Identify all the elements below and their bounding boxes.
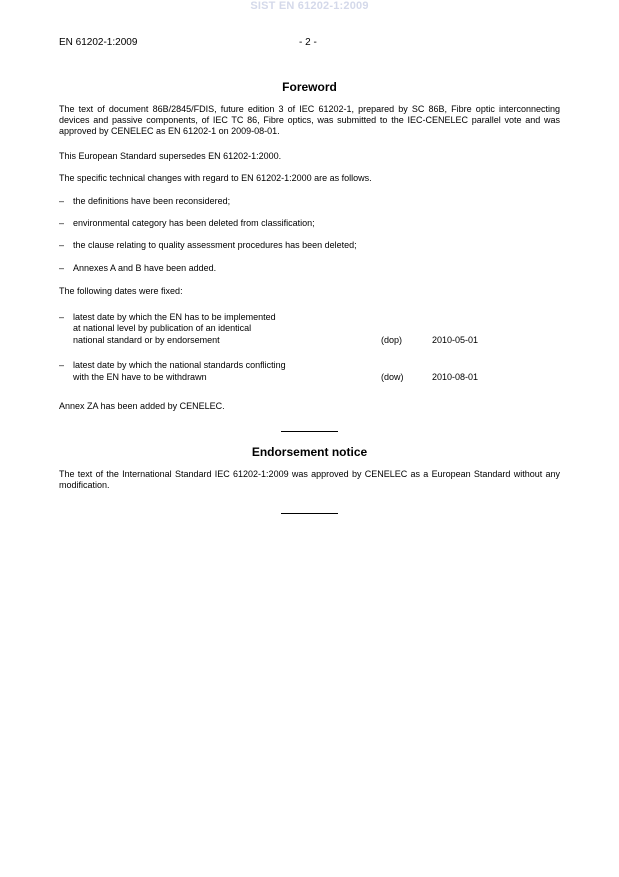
dash-icon: –	[59, 312, 65, 322]
change-item-text: the clause relating to quality assessment procedures has been deleted;	[73, 240, 357, 250]
foreword-heading: Foreword	[282, 80, 337, 94]
date-item-line: latest date by which the EN has to be implemented	[73, 312, 276, 322]
dow-date: 2010-08-01	[432, 372, 479, 382]
endorsement-paragraph: The text of the International Standard IEC 61202-1:2009 was approved by CENELEC as a European Standard without any modification.	[59, 469, 560, 490]
dop-date: 2010-05-01	[432, 335, 479, 345]
date-item-line: latest date by which the national standards conflicting	[73, 360, 286, 370]
endorsement-heading: Endorsement notice	[251, 445, 368, 459]
annex-note: Annex ZA has been added by CENELEC.	[59, 401, 225, 411]
dates-intro: The following dates were fixed:	[59, 286, 183, 296]
dash-icon: –	[59, 218, 65, 228]
supersedes-paragraph: This European Standard supersedes EN 61202-1:2000.	[59, 151, 282, 161]
change-item-text: the definitions have been reconsidered;	[73, 196, 231, 206]
section-divider	[281, 431, 338, 432]
dow-label: (dow)	[381, 372, 404, 382]
page-number: - 2 -	[299, 37, 317, 48]
change-item-text: environmental category has been deleted from classification;	[73, 218, 315, 228]
changes-intro: The specific technical changes with regard to EN 61202-1:2000 are as follows.	[59, 173, 372, 183]
date-item-line: at national level by publication of an identical	[73, 323, 252, 333]
section-divider	[281, 513, 338, 514]
date-item-line: with the EN have to be withdrawn	[73, 372, 207, 382]
change-item-text: Annexes A and B have been added.	[73, 263, 217, 273]
dash-icon: –	[59, 196, 65, 206]
document-id: EN 61202-1:2009	[59, 37, 138, 48]
dop-label: (dop)	[381, 335, 403, 345]
dash-icon: –	[59, 263, 65, 273]
dash-icon: –	[59, 240, 65, 250]
watermark: SIST EN 61202-1:2009	[250, 0, 369, 12]
dash-icon: –	[59, 360, 65, 370]
date-item-line: national standard or by endorsement	[73, 335, 220, 345]
foreword-paragraph: The text of document 86B/2845/FDIS, future edition 3 of IEC 61202-1, prepared by SC 86B, Fibre optic interconnecting devices and passive components, of IEC TC 86, Fibre optics, was submitted to the IEC-CENELEC parallel vote and was approved by CENELEC as EN 61202-1 on 2009-08-01.	[59, 104, 560, 136]
